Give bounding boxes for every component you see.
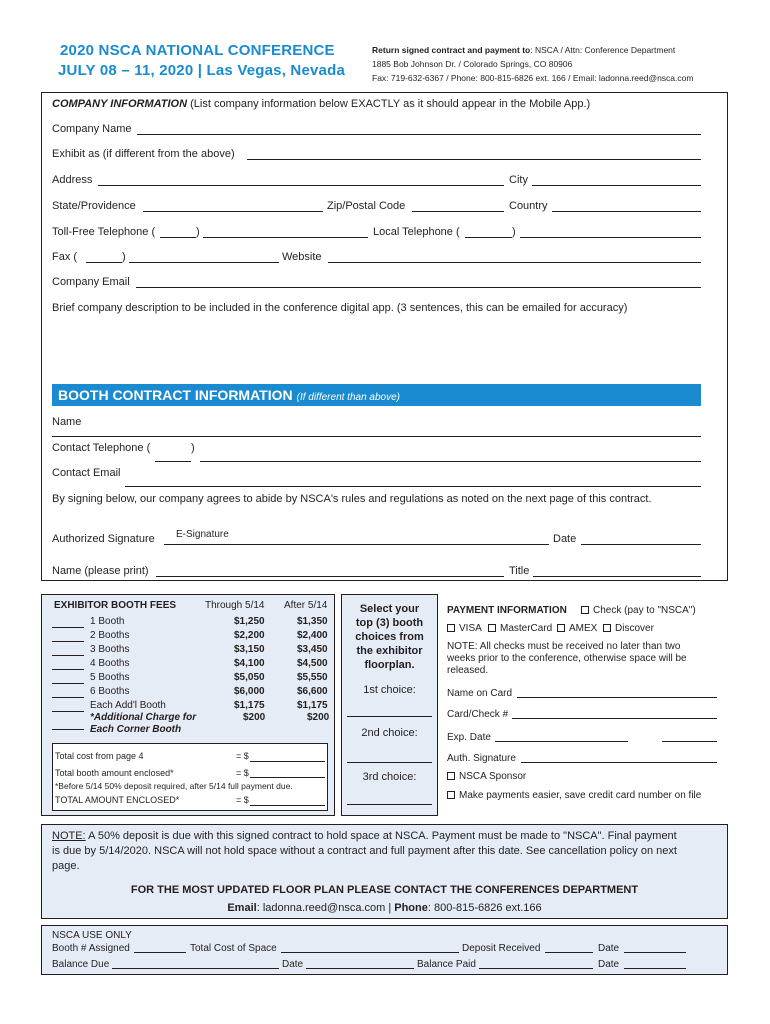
office-heading: NSCA USE ONLY [52, 930, 132, 941]
signature-label: Authorized Signature [52, 533, 155, 545]
payment-note-1: NOTE: All checks must be received no later than two [447, 641, 681, 652]
second-choice-label: 2nd choice: [361, 727, 418, 739]
balance-due-date-field[interactable] [306, 968, 414, 969]
third-choice-label: 3rd choice: [362, 771, 417, 783]
total-enclosed-field[interactable] [250, 777, 325, 778]
fee-row-late: $5,550 [297, 672, 328, 683]
state-field[interactable] [143, 211, 323, 212]
visa-label: VISA [459, 623, 482, 634]
booth-email-label: Contact Email [52, 467, 121, 479]
name-on-card-label: Name on Card [447, 688, 513, 699]
booth-name-field[interactable] [52, 436, 701, 437]
pay-visa-option[interactable] [447, 623, 482, 634]
discover-label: Discover [615, 623, 654, 634]
fees-heading: EXHIBITOR BOOTH FEES [54, 600, 177, 611]
return-label: Return signed contract and payment to [372, 45, 531, 55]
booth-email-field[interactable] [125, 486, 701, 487]
fees-col-late: After 5/14 [284, 600, 328, 611]
deposit-date-label: Date [598, 943, 620, 954]
booth-phone-close: ) [191, 442, 195, 454]
second-choice-field[interactable] [347, 762, 432, 763]
total-all-eq: = $ [236, 795, 249, 805]
fee-row-late: $4,500 [297, 658, 328, 669]
check-checkbox[interactable] [581, 606, 589, 614]
amex-checkbox[interactable] [557, 624, 565, 632]
total-all-label: TOTAL AMOUNT ENCLOSED* [55, 795, 180, 805]
corner-qty-field[interactable] [52, 729, 84, 730]
fee-row-early: $6,000 [234, 686, 265, 697]
print-name-label: Name (please print) [52, 565, 149, 577]
local-phone-close: ) [512, 226, 516, 238]
corner-label-1: *Additional Charge for [90, 712, 197, 723]
total-enclosed-eq: = $ [236, 768, 249, 778]
state-label: State/Providence [52, 200, 136, 212]
third-choice-field[interactable] [347, 804, 432, 805]
fax-area-field[interactable] [86, 262, 122, 263]
tollfree-number-field[interactable] [203, 237, 368, 238]
pay-amex-option[interactable] [557, 623, 597, 634]
deposit-date-field[interactable] [624, 952, 686, 953]
payment-heading: PAYMENT INFORMATION [447, 605, 567, 616]
country-field[interactable] [552, 211, 701, 212]
description-field[interactable] [52, 318, 701, 376]
fee-row-early: $1,175 [234, 700, 265, 711]
local-area-field[interactable] [465, 237, 512, 238]
balance-due-label: Balance Due [52, 959, 110, 970]
zip-label: Zip/Postal Code [327, 200, 406, 212]
return-address: : NSCA / Attn: Conference Department [530, 45, 676, 55]
booth-assigned-field[interactable] [134, 952, 186, 953]
auth-signature-field[interactable] [521, 762, 717, 763]
booth-qty-field[interactable] [52, 697, 84, 698]
description-label: Brief company description to be included in the conference digital app. (3 sentences, this can be emailed for accuracy) [52, 302, 628, 314]
tollfree-label: Toll-Free Telephone ( [52, 226, 156, 238]
corner-early: $200 [243, 712, 266, 723]
floorplan-contact: FOR THE MOST UPDATED FLOOR PLAN PLEASE CONTACT THE CONFERENCES DEPARTMENT [130, 884, 639, 896]
company-heading-text: COMPANY INFORMATION [52, 98, 188, 110]
return-to [372, 45, 675, 55]
mastercard-checkbox[interactable] [488, 624, 496, 632]
balance-paid-label: Balance Paid [417, 959, 476, 970]
choices-heading-4: the exhibitor [356, 645, 423, 657]
save-card-checkbox[interactable] [447, 791, 455, 799]
company-heading [52, 98, 590, 110]
booth-phone-label: Contact Telephone ( [52, 442, 151, 454]
corner-late: $200 [307, 712, 330, 723]
pay-check-option[interactable] [581, 605, 696, 616]
esignature-label: E-Signature [176, 529, 229, 540]
total-page4-field[interactable] [250, 761, 325, 762]
total-cost-label: Total Cost of Space [190, 943, 277, 954]
zip-field[interactable] [412, 211, 504, 212]
sign-date-label: Date [553, 533, 577, 545]
sponsor-label: NSCA Sponsor [459, 771, 527, 782]
fee-row-late: $6,600 [297, 686, 328, 697]
pay-mastercard-option[interactable] [488, 623, 552, 634]
conference-dates: JULY 08 – 11, 2020 | Las Vegas, Nevada [58, 62, 345, 79]
name-on-card-field[interactable] [517, 697, 717, 698]
deposit-note: *Before 5/14 50% deposit required, after 5/14 full payment due. [55, 781, 293, 791]
booth-phone-field[interactable] [200, 461, 701, 462]
first-choice-label: 1st choice: [363, 684, 416, 696]
choices-heading-3: choices from [355, 631, 424, 643]
exp-date-label: Exp. Date [447, 732, 491, 743]
fax-close: ) [122, 251, 126, 263]
note-line-2: is due by 5/14/2020. NSCA will not hold space without a contract and full payment after this date. See cancellation policy on next [52, 845, 677, 857]
fee-row-label: 4 Booths [90, 658, 130, 669]
booth-qty-field[interactable] [52, 669, 84, 670]
total-cost-field[interactable] [281, 952, 459, 953]
booth-qty-field[interactable] [52, 641, 84, 642]
country-label: Country [509, 200, 548, 212]
balance-paid-date-label: Date [598, 959, 620, 970]
fee-row-early: $4,100 [234, 658, 265, 669]
title-field[interactable] [533, 576, 701, 577]
deposit-field[interactable] [545, 952, 593, 953]
agreement-text: By signing below, our company agrees to abide by NSCA's rules and regulations as noted on the next page of this contract. [52, 493, 652, 505]
choices-heading-2: top (3) booth [355, 617, 424, 629]
note-line-1 [52, 830, 677, 842]
choices-heading-5: floorplan. [364, 659, 415, 671]
local-phone-field[interactable] [520, 237, 701, 238]
website-label: Website [282, 251, 322, 263]
conference-title: 2020 NSCA NATIONAL CONFERENCE [60, 42, 335, 59]
phone-value: : 800-815-6826 ext.166 [427, 902, 542, 914]
deposit-label: Deposit Received [462, 943, 541, 954]
total-all-field[interactable] [250, 805, 325, 806]
booth-qty-field[interactable] [52, 711, 84, 712]
fax-field[interactable] [129, 262, 279, 263]
fee-row-late: $2,400 [297, 630, 328, 641]
balance-due-date-label: Date [282, 959, 304, 970]
signature-field[interactable] [164, 544, 549, 545]
save-card-option[interactable] [447, 790, 701, 801]
fee-row-label: 6 Booths [90, 686, 130, 697]
fees-col-early: Through 5/14 [205, 600, 265, 611]
exhibit-as-field[interactable] [247, 159, 701, 160]
first-choice-field[interactable] [347, 716, 432, 717]
fee-row-late: $1,175 [297, 700, 328, 711]
tollfree-area-field[interactable] [160, 237, 196, 238]
sponsor-checkbox[interactable] [447, 772, 455, 780]
fee-row-label: 2 Booths [90, 630, 130, 641]
total-page4-label: Total cost from page 4 [55, 751, 144, 761]
address-field[interactable] [98, 185, 504, 186]
sponsor-option[interactable] [447, 771, 526, 782]
booth-heading-text: BOOTH CONTRACT INFORMATION [58, 387, 293, 403]
local-phone-label: Local Telephone ( [373, 226, 460, 238]
tollfree-close: ) [196, 226, 200, 238]
booth-contract-heading [52, 384, 701, 406]
choices-heading-1: Select your [359, 603, 420, 615]
phone-label: Phone [394, 902, 428, 914]
website-field[interactable] [328, 262, 701, 263]
print-name-field[interactable] [156, 576, 504, 577]
mastercard-label: MasterCard [500, 623, 553, 634]
city-field[interactable] [532, 185, 701, 186]
exp-date-field[interactable] [495, 741, 628, 742]
cvv-field[interactable] [662, 741, 717, 742]
fee-row-early: $1,250 [234, 616, 265, 627]
booth-assigned-label: Booth # Assigned [52, 943, 130, 954]
sign-date-field[interactable] [581, 544, 701, 545]
fee-row-late: $3,450 [297, 644, 328, 655]
booth-qty-field[interactable] [52, 655, 84, 656]
corner-label-2: Each Corner Booth [90, 724, 182, 735]
fee-row-label: 3 Booths [90, 644, 130, 655]
booth-name-label: Name [52, 416, 82, 428]
fee-row-label: 5 Booths [90, 672, 130, 683]
payment-note-3: released. [447, 665, 489, 676]
booth-qty-field[interactable] [52, 683, 84, 684]
booth-phone-area-field[interactable] [155, 461, 191, 462]
contact-info: Fax: 719-632-6367 / Phone: 800-815-6826 ext. 166 / Email: ladonna.reed@nsca.com [372, 73, 694, 83]
address-label: Address [52, 174, 93, 186]
fee-row-late: $1,350 [297, 616, 328, 627]
payment-note-2: weeks prior to the conference, otherwise space will be [447, 653, 687, 664]
balance-paid-date-field[interactable] [624, 968, 686, 969]
mailing-address: 1885 Bob Johnson Dr. / Colorado Springs, CO 80906 [372, 59, 573, 69]
amex-label: AMEX [569, 623, 598, 634]
fee-row-early: $5,050 [234, 672, 265, 683]
company-instruction: (List company information below EXACTLY as it should appear in the Mobile App.) [190, 98, 591, 110]
total-enclosed-label: Total booth amount enclosed* [55, 768, 174, 778]
card-check-label: Card/Check # [447, 709, 509, 720]
check-label: Check (pay to "NSCA") [593, 605, 696, 616]
company-name-label: Company Name [52, 123, 132, 135]
booth-qty-field[interactable] [52, 627, 84, 628]
company-email-field[interactable] [136, 287, 701, 288]
company-email-label: Company Email [52, 276, 130, 288]
fee-row-early: $3,150 [234, 644, 265, 655]
discover-checkbox[interactable] [603, 624, 611, 632]
fee-row-label: 1 Booth [90, 616, 125, 627]
fee-row-early: $2,200 [234, 630, 265, 641]
exhibit-as-label: Exhibit as (if different from the above) [52, 148, 235, 160]
note-text-1: A 50% deposit is due with this signed contract to hold space at NSCA. Payment must be made to "NSCA". Final payment [85, 830, 677, 842]
save-card-label: Make payments easier, save credit card number on file [459, 790, 702, 801]
auth-signature-label: Auth. Signature [447, 753, 516, 764]
note-label: NOTE: [52, 830, 86, 842]
fee-row-label: Each Add'l Booth [90, 700, 166, 711]
email-label: Email [227, 902, 257, 914]
email-value: : ladonna.reed@nsca.com | [256, 902, 395, 914]
fax-label: Fax ( [52, 251, 78, 263]
contact-line [41, 902, 728, 914]
booth-subheading: (If different than above) [296, 392, 401, 403]
balance-paid-field[interactable] [479, 968, 593, 969]
company-name-field[interactable] [137, 134, 701, 135]
total-page4-eq: = $ [236, 751, 249, 761]
note-line-3: page. [52, 860, 80, 872]
pay-discover-option[interactable] [603, 623, 654, 634]
balance-due-field[interactable] [112, 968, 279, 969]
card-check-field[interactable] [512, 718, 717, 719]
city-label: City [509, 174, 528, 186]
title-label: Title [509, 565, 530, 577]
visa-checkbox[interactable] [447, 624, 455, 632]
